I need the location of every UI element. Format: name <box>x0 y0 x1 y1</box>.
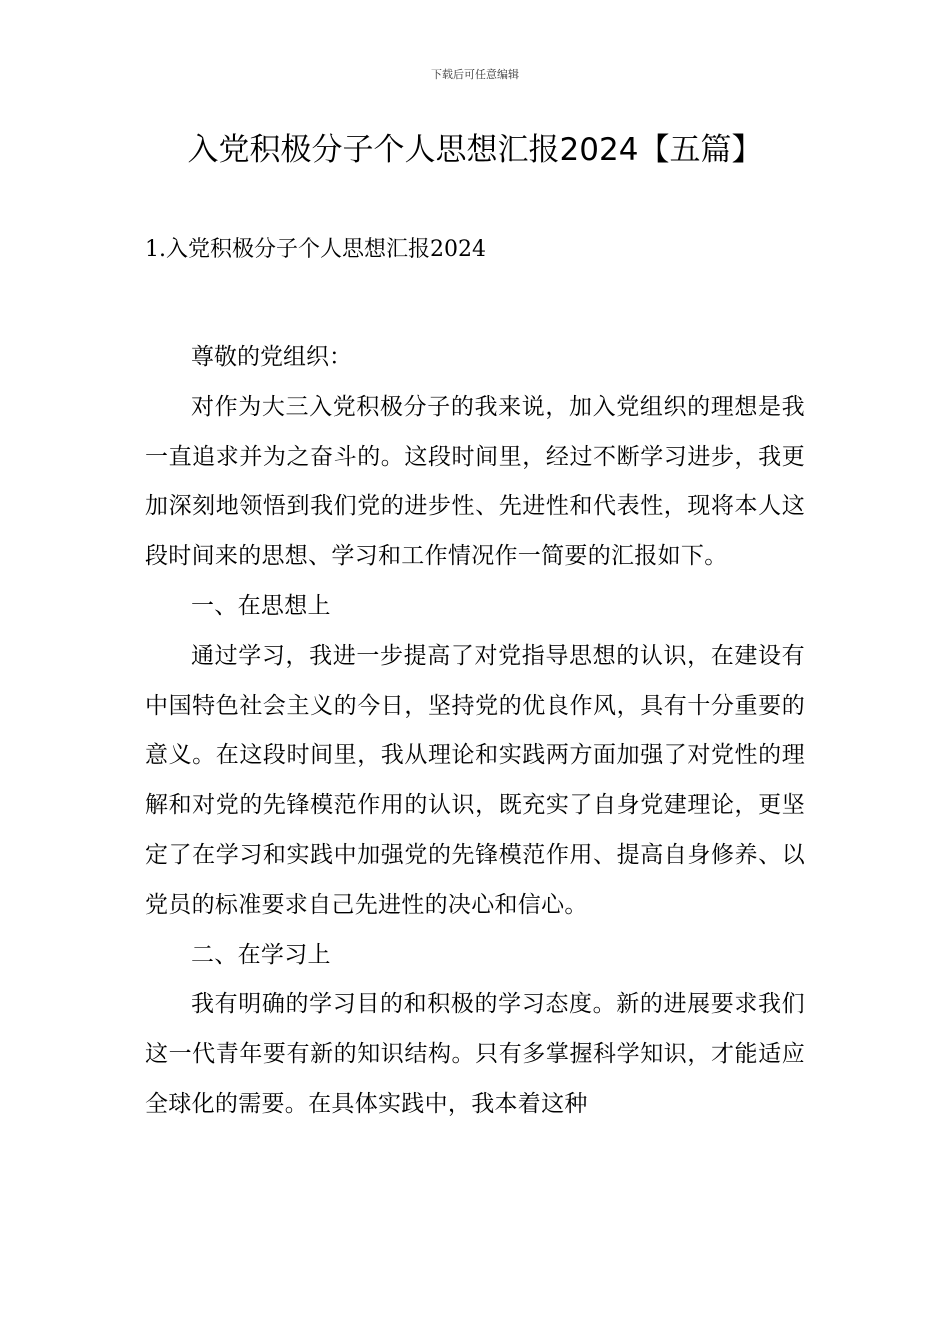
section-heading: 1.入党积极分子个人思想汇报2024 <box>145 237 486 262</box>
document-body <box>145 333 805 1130</box>
document-title: 入党积极分子个人思想汇报2024【五篇】 <box>187 132 763 168</box>
header-note: 下载后可任意编辑 <box>431 68 519 81</box>
subheading-thought: 一、在思想上 <box>191 592 331 619</box>
subheading-study: 二、在学习上 <box>191 941 331 968</box>
paragraph-thought: 通过学习，我进一步提高了对党指导思想的认识，在建设有中国特色社会主义的今日，坚持党的优良作风，具有十分重要的意义。在这段时间里，我从理论和实践两方面加强了对党性的理解和对党的先锋模范作用的认识，既充实了自身党建理论，更坚定了在学习和实践中加强党的先锋模范作用、提高自身修养、以党员的标准要求自己先进性的决心和信心。 <box>145 642 805 918</box>
paragraph-intro: 对作为大三入党积极分子的我来说，加入党组织的理想是我一直追求并为之奋斗的。这段时间里，经过不断学习进步，我更加深刻地领悟到我们党的进步性、先进性和代表性，现将本人这段时间来的思想、学习和工作情况作一简要的汇报如下。 <box>145 393 805 570</box>
salutation: 尊敬的党组织： <box>191 344 352 370</box>
paragraph-study: 我有明确的学习目的和积极的学习态度。新的进展要求我们这一代青年要有新的知识结构。只有多掌握科学知识，才能适应全球化的需要。在具体实践中，我本着这种 <box>145 991 805 1117</box>
